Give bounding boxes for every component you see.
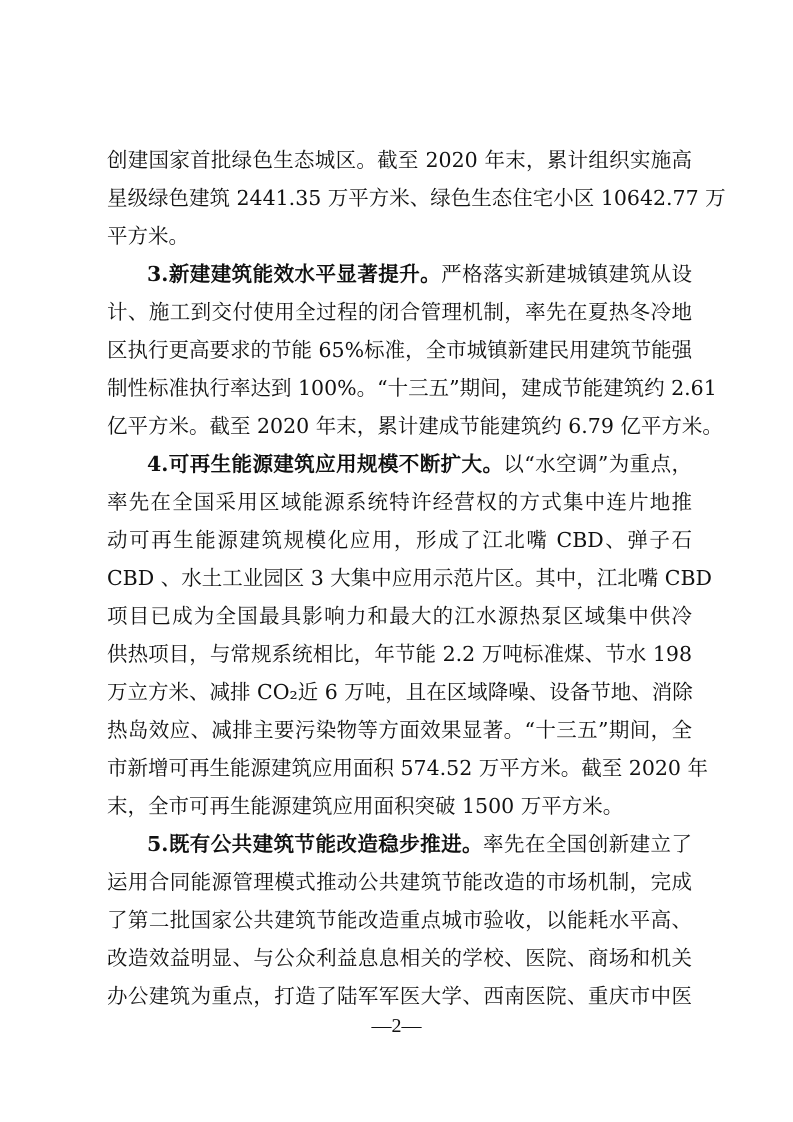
body-text-line: 热岛效应、减排主要污染物等方面效果显著。“十三五”期间，全: [107, 718, 692, 742]
paragraph-heading: 4.可再生能源建筑应用规模不断扩大。: [147, 452, 504, 476]
body-text: 严格落实新建城镇建筑从设: [441, 262, 693, 286]
body-text-line: 项目已成为全国最具影响力和最大的江水源热泵区域集中供冷: [107, 604, 692, 628]
body-text-line: 供热项目，与常规系统相比，年节能 2.2 万吨标准煤、节水 198: [107, 642, 692, 666]
body-text-line: 末，全市可再生能源建筑应用面积突破 1500 万平方米。: [107, 794, 624, 818]
body-text-line: 计、施工到交付使用全过程的闭合管理机制，率先在夏热冬冷地: [107, 300, 692, 324]
body-text-line: 了第二批国家公共建筑节能改造重点城市验收，以能耗水平高、: [107, 908, 692, 932]
body-text-line: 办公建筑为重点，打造了陆军军医大学、西南医院、重庆市中医: [107, 984, 692, 1008]
paragraph-3-first-line: [147, 260, 692, 288]
body-text-line: 制性标准执行率达到 100%。“十三五”期间，建成节能建筑约 2.61: [107, 376, 717, 400]
paragraph-5-first-line: [147, 830, 692, 858]
body-text-line: 区执行更高要求的节能 65%标准，全市城镇新建民用建筑节能强: [107, 338, 693, 362]
body-text-line: 平方米。: [107, 224, 189, 248]
body-text-line: 市新增可再生能源建筑应用面积 574.52 万平方米。截至 2020 年: [107, 756, 708, 780]
paragraph-heading: 3.新建建筑能效水平显著提升。: [147, 262, 442, 286]
body-text-line: 率先在全国采用区域能源系统特许经营权的方式集中连片地推: [107, 490, 692, 514]
body-text-line: CBD 、水土工业园区 3 大集中应用示范片区。其中，江北嘴 CBD: [107, 566, 712, 590]
body-text-line: 星级绿色建筑 2441.35 万平方米、绿色生态住宅小区 10642.77 万: [107, 186, 726, 210]
page-number: —2—: [371, 1015, 422, 1037]
body-text: 率先在全国创新建立了: [483, 832, 692, 856]
body-text-line: 动可再生能源建筑规模化应用，形成了江北嘴 CBD、弹子石: [107, 528, 692, 552]
body-text-line: 运用合同能源管理模式推动公共建筑节能改造的市场机制，完成: [107, 870, 692, 894]
paragraph-heading: 5.既有公共建筑节能改造稳步推进。: [147, 832, 483, 856]
body-text-line: 万立方米、减排 CO₂近 6 万吨，且在区域降噪、设备节地、消除: [107, 680, 693, 704]
body-text: 以“水空调”为重点，: [503, 452, 692, 476]
body-text-line: 亿平方米。截至 2020 年末，累计建成节能建筑约 6.79 亿平方米。: [107, 414, 723, 438]
paragraph-4-first-line: [147, 450, 692, 478]
body-text-line: 创建国家首批绿色生态城区。截至 2020 年末，累计组织实施高: [107, 148, 692, 172]
body-text-line: 改造效益明显、与公众利益息息相关的学校、医院、商场和机关: [107, 946, 692, 970]
